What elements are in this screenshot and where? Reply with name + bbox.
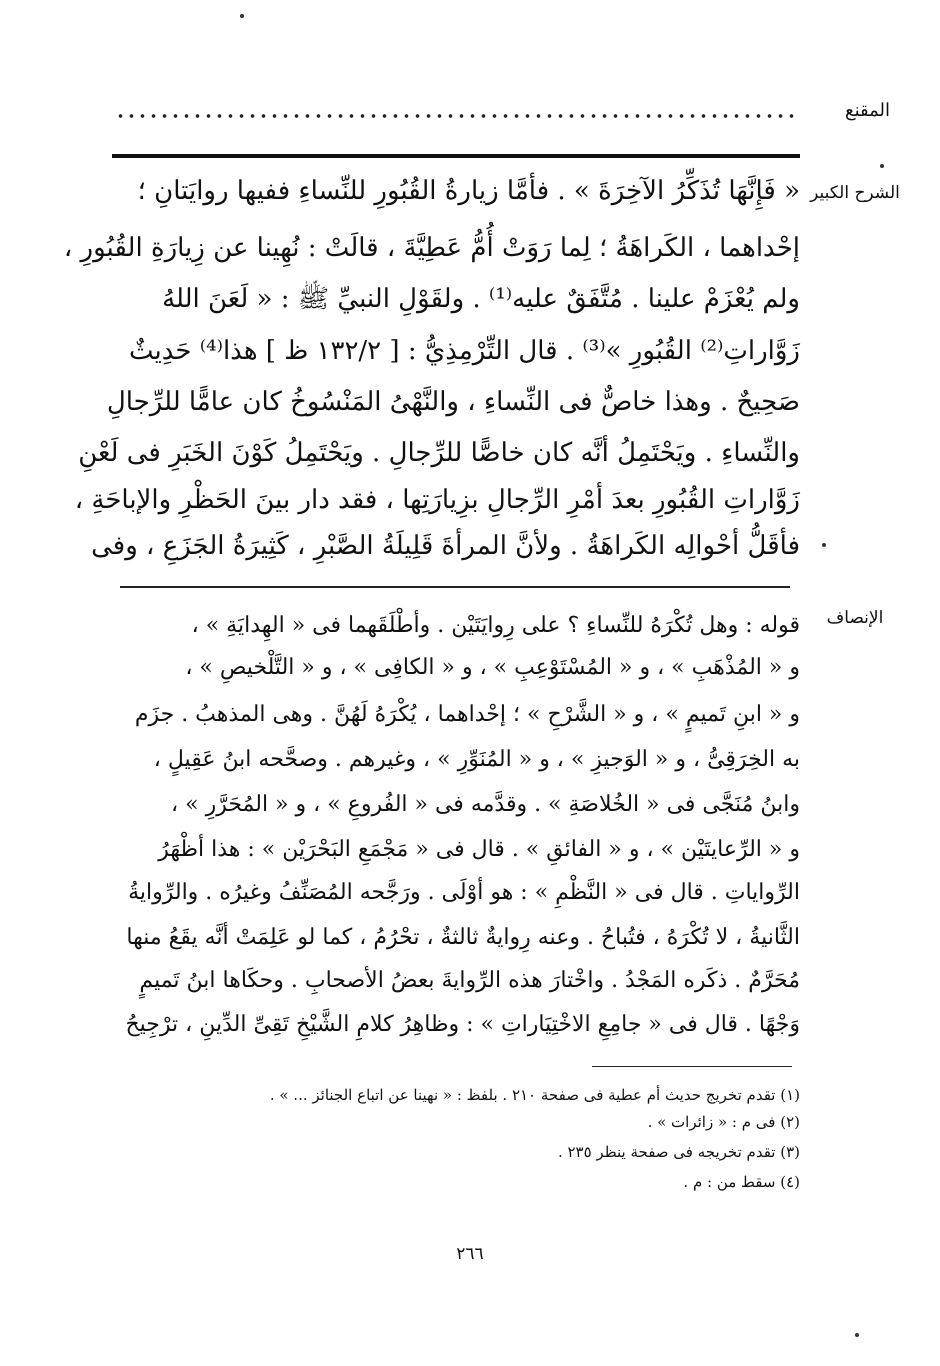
page-number: ٢٦٦	[456, 1244, 484, 1264]
header-dotted-line	[115, 112, 795, 120]
book-title-header: المقنع	[844, 100, 890, 121]
text-line: الثَّانيةُ ، لا تُكْرَهُ ، فتُباحُ . وعنه رِوايةٌ ثالثةٌ ، تحْرُمُ ، كما لو عَلِمَتْ أنَّه يقَعُ منها	[126, 925, 800, 950]
footnote: (١) تقدم تخريج حديث أم عطية فى صفحة ٢١٠ . بلفظ : « نهينا عن اتباع الجنائز ... » .	[269, 1086, 800, 1104]
scan-mark	[240, 14, 244, 18]
text-line: مُحَرَّمٌ . ذكَره المَجْدُ . واخْتارَ هذه الرِّوايةَ بعضُ الأصحابِ . وحكَاها ابنُ تَميمٍ	[139, 968, 800, 993]
text-line: زَوَّاراتِ⁽²⁾ القُبُورِ »⁽³⁾ . قال التِّرْمِذِيُّ : [ ١٣٢/٢ ظ ] هذا⁽⁴⁾ حَدِيثٌ	[128, 336, 800, 366]
footnote: (٣) تقدم تخريجه فى صفحة ينظر ٢٣٥ .	[557, 1143, 800, 1161]
section-separator	[120, 586, 790, 588]
section-label-sharh: الشرح الكبير	[810, 183, 900, 203]
text-line: إحْداهما ، الكَراهَةُ ؛ لِما رَوَتْ أُمُّ عَطِيَّةَ ، قالَتْ : نُهِينا عن زِيارَةِ القُبُورِ ،	[63, 233, 800, 263]
scan-mark	[855, 1333, 859, 1337]
footnote-rule	[592, 1066, 792, 1067]
text-line: صَحِيحٌ . وهذا خاصٌّ فى النِّساءِ ، والنَّهْىُ المَنْسُوخُ كان عامًّا للرِّجالِ	[106, 387, 800, 417]
text-line: وَجْهًا . قال فى « جامِعِ الاخْتِيَاراتِ » : وظاهِرُ كلامِ الشَّيْخِ تَقِىِّ الدِّينِ ، ترْجِيحُ	[125, 1012, 800, 1037]
text-line: و « الرِّعايتَيْن » ، و « الفائقِ » . قال فى « مَجْمَعِ البَحْرَيْن » : هذا أظْهَرُ	[158, 837, 800, 862]
header-rule	[112, 154, 800, 158]
text-line: والنِّساءِ . ويَحْتَمِلُ أنَّه كان خاصًّا للرِّجالِ . ويَحْتَمِلُ كَوْنَ الخَبَرِ فى لَعْنِ	[78, 438, 800, 468]
text-line: الرِّواياتِ . قال فى « النَّظْمِ » : هو أوْلَى . ورَجَّحه المُصَنِّفُ وغيرُه . والرِّوايةُ	[128, 880, 800, 905]
text-line: زَوَّاراتِ القُبُورِ بعدَ أمْرِ الرِّجالِ بزِيارَتِها ، فقد دار بينَ الحَظْرِ والإباحَةِ ،	[74, 485, 800, 515]
text-line: به الخِرَقِىُّ ، و « الوَجيزِ » ، و « المُنَوِّرِ » ، وغيرهم . وصحَّحه ابنُ عَقِيلٍ ،	[153, 747, 800, 772]
text-line: ولم يُعْزَمْ علينا . مُتَّفَقٌ عليه⁽¹⁾ . ولقَوْلِ النبيِّ ﷺ : « لَعَنَ اللهُ	[162, 284, 800, 314]
footnote: (٤) سقط من : م .	[683, 1173, 800, 1191]
text-line: و « ابنِ تَميمٍ » ، و « الشَّرْحِ » ؛ إحْداهما ، يُكْرَهُ لَهُنَّ . وهى المذهبُ . جزَم	[134, 702, 800, 727]
text-line: و « المُذْهَبِ » ، و « المُسْتَوْعِبِ » ، و « الكافِى » ، و « التَّلْخيصِ » ،	[185, 655, 800, 680]
text-line: قوله : وهل تُكْرَهُ للنِّساءِ ؟ على رِوايَتَيْن . وأطْلَقَهما فى « الهِدايَةِ » ،	[191, 613, 800, 638]
text-line: « فَإِنَّهَا تُذَكِّرُ الآخِرَةَ » . فأمَّا زيارةُ القُبُورِ للنِّساءِ ففيها روايَتانِ ؛	[137, 176, 800, 206]
text-line: فأقَلُّ أحْوالِه الكَراهَةُ . ولأنَّ المرأةَ قَلِيلَةُ الصَّبْرِ ، كَثِيرَةُ الجَزَعِ ، وفى	[91, 531, 800, 561]
section-label-insaf: الإنصاف	[826, 608, 884, 628]
footnote: (٢) فى م : « زائرات » .	[647, 1113, 800, 1131]
scan-mark	[822, 543, 826, 547]
scan-mark	[880, 164, 884, 168]
text-line: وابنُ مُنَجَّى فى « الخُلاصَةِ » . وقدَّمه فى « الفُروعِ » ، و « المُحَرَّرِ » ،	[171, 792, 800, 817]
